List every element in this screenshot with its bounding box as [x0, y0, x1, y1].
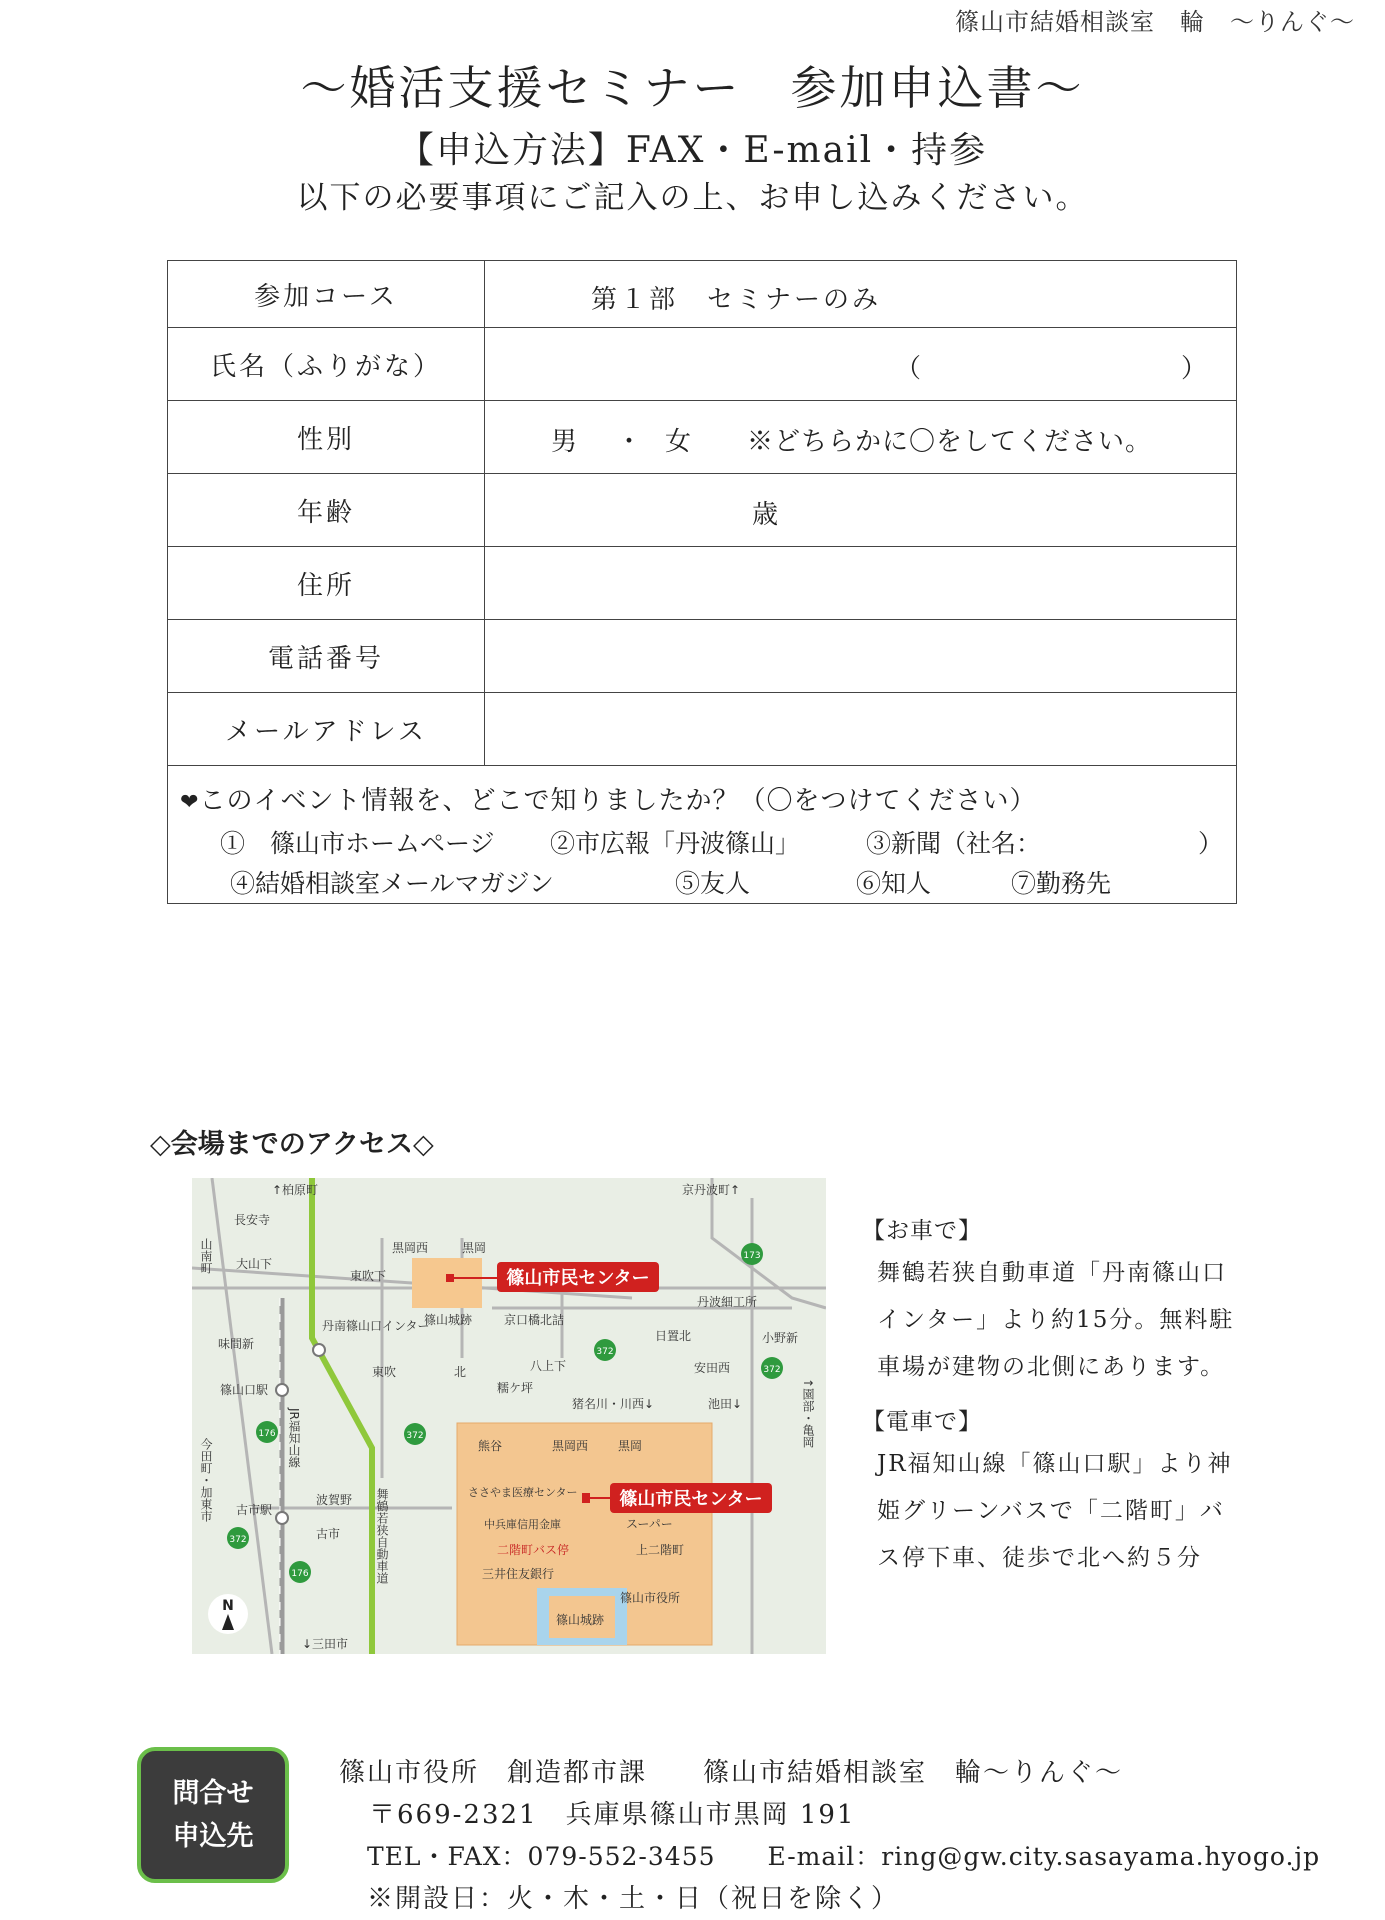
route-372-east-icon: 372 [763, 1365, 781, 1375]
application-method: 【申込方法】FAX・E-mail・持参 [397, 130, 988, 171]
train-directions: JR福知山線「篠山口駅」より神姫グリーンバスで「二階町」バス停下車、徒歩で北へ約５分 [877, 1451, 1233, 1571]
map-label-hagano: 波賀野 [316, 1493, 353, 1507]
map-label-kurooka-inset: 黒岡 [618, 1439, 643, 1453]
phone-field[interactable] [485, 620, 1237, 693]
map-label-jr-line: JR福知山線 [287, 1408, 301, 1468]
map-label-sanda: ↓三田市 [302, 1637, 349, 1651]
email-field[interactable] [485, 693, 1237, 766]
furigana-open-paren: （ [895, 354, 922, 384]
map-label-tannan-ic: 丹南篠山口インター [322, 1319, 430, 1333]
instruction-text: 以下の必要事項にご記入の上、お申し込みください。 [296, 180, 1089, 216]
row-gender [168, 401, 1237, 474]
access-map [192, 1178, 826, 1654]
contact-organization: 篠山市役所 創造都市課 篠山市結婚相談室 輪～りんぐ～ [339, 1758, 1124, 1788]
car-directions: 舞鶴若狭自動車道「丹南篠山口インター」より約15分。無料駐車場が建物の北側にあります。 [877, 1260, 1235, 1380]
survey-option-newspaper[interactable]: ③新聞（社名： [866, 829, 1042, 858]
row-phone [168, 620, 1237, 693]
north-arrow-icon: N [222, 1598, 234, 1614]
age-label: 年齢 [168, 474, 485, 547]
map-label-castle-inset: 篠山城跡 [556, 1613, 605, 1627]
course-label: 参加コース [168, 261, 485, 328]
course-field[interactable] [485, 261, 1237, 328]
map-label-mitsui: 三井住友銀行 [482, 1567, 555, 1581]
car-heading: 【お車で】 [862, 1218, 982, 1244]
age-field[interactable] [485, 474, 1237, 547]
survey-question-text: このイベント情報を、どこで知りましたか？（〇をつけてください） [199, 786, 1037, 816]
map-label-inakawa: 猪名川・川西↓ [572, 1397, 655, 1411]
route-173-icon: 173 [743, 1251, 761, 1261]
furigana-close-paren: ） [1181, 354, 1208, 384]
address-field[interactable] [485, 547, 1237, 620]
map-label-sonobe: ↑園部・亀岡 [801, 1378, 815, 1449]
map-label-koichi: 古市 [316, 1527, 341, 1541]
survey-option-mail-magazine[interactable]: ④結婚相談室メールマガジン [230, 869, 554, 898]
map-label-medical-center: ささやま医療センター [468, 1486, 578, 1499]
survey-option-acquaintance[interactable]: ⑥知人 [856, 869, 932, 898]
survey-section [168, 766, 1237, 904]
route-372-west-icon: 372 [229, 1535, 247, 1545]
map-label-shinoyamaguchi-station: 篠山口駅 [220, 1383, 269, 1397]
row-address [168, 547, 1237, 620]
map-label-hiokikita: 日置北 [655, 1329, 692, 1343]
route-176-south-icon: 176 [291, 1569, 309, 1579]
map-label-kyotamba: 京丹波町↑ [682, 1183, 741, 1197]
survey-option-city-newsletter[interactable]: ②市広報「丹波篠山」 [550, 829, 801, 858]
map-label-tamba-kougei: 丹波細工所 [697, 1295, 758, 1309]
map-label-kumatani: 熊谷 [478, 1439, 503, 1453]
route-372-mid-icon: 372 [406, 1431, 424, 1441]
map-label-center: 篠山市民センター [506, 1268, 650, 1289]
train-heading: 【電車で】 [862, 1409, 982, 1435]
survey-newspaper-close-paren: ） [1198, 829, 1224, 858]
phone-label: 電話番号 [168, 620, 485, 693]
gender-label: 性別 [168, 401, 485, 474]
survey-option-friend[interactable]: ⑤友人 [675, 869, 751, 898]
contact-address: 〒669-2321 兵庫県篠山市黒岡 191 [369, 1800, 856, 1830]
row-name [168, 328, 1237, 401]
gender-note: ※どちらかに〇をしてください。 [747, 427, 1153, 457]
page-title: ～婚活支援セミナー 参加申込書～ [300, 61, 1085, 115]
row-email [168, 693, 1237, 766]
address-label: 住所 [168, 547, 485, 620]
gender-male[interactable]: 男 [551, 427, 578, 457]
name-label: 氏名（ふりがな） [168, 328, 485, 401]
contact-tel-email[interactable]: TEL・FAX：079-552-3455 E-mail：ring@gw.city.sasayama.hyogo.jp [367, 1842, 1321, 1871]
map-label-chuhyogo: 中兵庫信用金庫 [484, 1518, 561, 1531]
contact-badge [137, 1747, 289, 1883]
heart-icon: ❤ [180, 790, 200, 815]
route-372-icon: 372 [596, 1347, 614, 1357]
map-label-imada: 今田町・加東市 [199, 1438, 213, 1522]
application-form-table [167, 260, 1237, 904]
map-label-city-hall: 篠山市役所 [620, 1591, 681, 1605]
row-survey [168, 766, 1237, 904]
map-label-hachijoshita: 八上下 [530, 1359, 567, 1373]
contact-hours: ※開設日：火・木・土・日（祝日を除く） [367, 1884, 900, 1914]
course-value: 第１部 セミナーのみ [591, 285, 882, 315]
map-label-koichi-station: 古市駅 [236, 1503, 273, 1517]
contact-badge-line2: 申込先 [172, 1821, 254, 1852]
row-age [168, 474, 1237, 547]
survey-question [180, 780, 1036, 817]
map-label-higashifuki: 東吹 [372, 1365, 397, 1379]
map-label-sekigatsubo: 糯ケ坪 [497, 1381, 534, 1395]
email-label: メールアドレス [168, 693, 485, 766]
map-label-kurookanishi: 黒岡西 [392, 1241, 429, 1255]
map-label-center-inset: 篠山市民センター [619, 1489, 763, 1510]
route-176-icon: 176 [258, 1429, 276, 1439]
contact-badge-line1: 問合せ [172, 1778, 254, 1809]
map-label-sannancho: 山南町 [199, 1238, 213, 1274]
map-label-nikaimachi-bus: 二階町バス停 [497, 1543, 570, 1557]
map-label-expressway: 舞鶴若狭自動車道 [375, 1488, 389, 1584]
gender-female[interactable]: 女 [665, 427, 692, 457]
map-label-onoshin: 小野新 [762, 1331, 799, 1345]
survey-option-homepage[interactable]: ① 篠山市ホームページ [220, 829, 495, 858]
map-label-ikeda: 池田↓ [708, 1397, 743, 1411]
map-label-castle: 篠山城跡 [424, 1313, 473, 1327]
map-label-kashiwara: ↑柏原町 [272, 1183, 319, 1197]
gender-dot: ・ [616, 427, 643, 457]
survey-option-workplace[interactable]: ⑦勤務先 [1011, 869, 1112, 898]
map-label-oyamashita: 大山下 [236, 1257, 273, 1271]
map-label-nagayasu: 長安寺 [234, 1213, 271, 1227]
map-label-kaminikaimachi: 上二階町 [636, 1543, 685, 1557]
header-organization: 篠山市結婚相談室 輪 ～りんぐ～ [955, 8, 1355, 36]
row-course [168, 261, 1237, 328]
gender-field [485, 401, 1237, 474]
map-label-kurookanishi-inset: 黒岡西 [552, 1439, 589, 1453]
map-label-higashifukishita: 東吹下 [350, 1269, 387, 1283]
map-label-super: スーパー [626, 1517, 673, 1531]
map-label-kurooka: 黒岡 [462, 1241, 487, 1255]
name-field[interactable] [485, 328, 1237, 401]
map-label-ajimashin: 味間新 [218, 1337, 255, 1351]
map-label-yasudanishi: 安田西 [694, 1361, 731, 1375]
age-unit: 歳 [752, 500, 779, 530]
access-title: ◇会場までのアクセス◇ [150, 1129, 434, 1160]
map-label-kyoguchi: 京口橋北詰 [504, 1313, 565, 1327]
map-label-kita: 北 [454, 1365, 467, 1379]
